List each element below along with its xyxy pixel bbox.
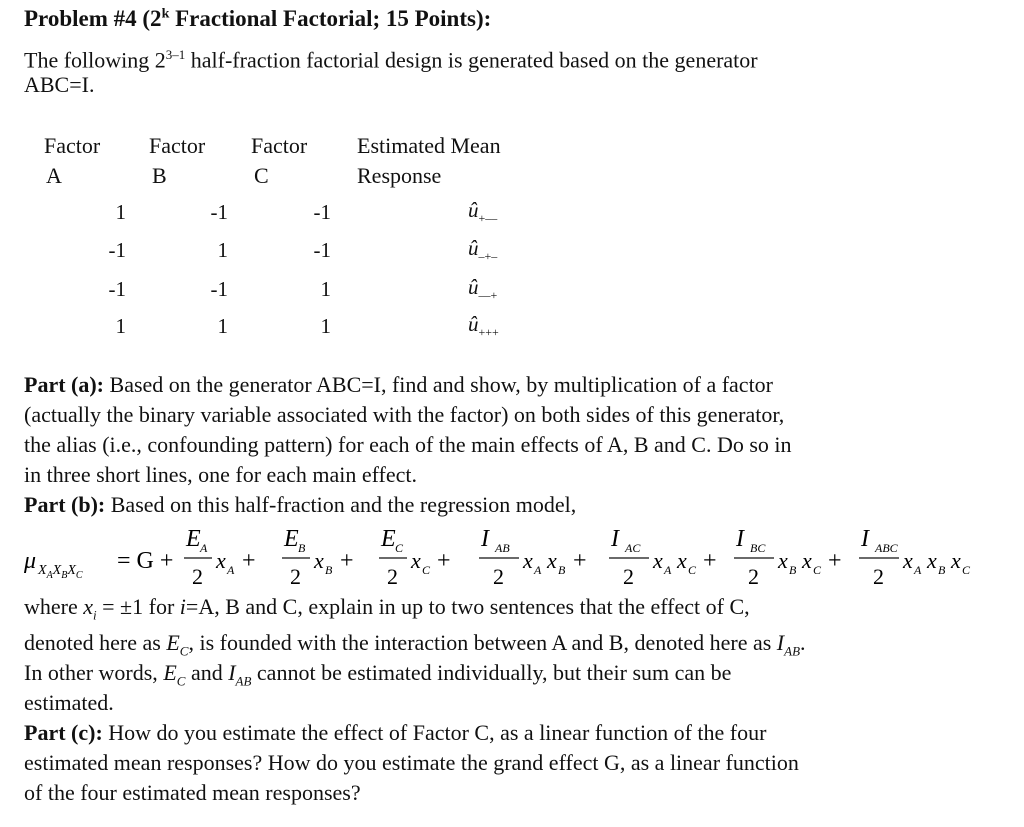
table-cell: 1 [320, 277, 331, 301]
mean-response-symbol: $û_{+++}$ [468, 312, 499, 340]
part-c-line-3: of the four estimated mean responses? [24, 780, 361, 805]
equation-variable: x [314, 548, 324, 573]
table-cell: 1 [115, 314, 126, 338]
equation-variable: x [802, 548, 812, 573]
equation-numerator-subscript: C [395, 541, 404, 555]
table-cell: -1 [313, 238, 331, 262]
table-cell: 1 [115, 200, 126, 224]
intro-line-1: The following 2$^{3-1}$ half-fraction factorial design is generated based on the generator [24, 47, 758, 73]
part-b-line-3: denoted here as $E_C$, is founded with the interaction between A and B, denoted here as $I_{AB}$. [24, 630, 806, 659]
header-factor-a: Factor A [44, 133, 101, 188]
mean-response-symbol: $û_{-+-}$ [468, 236, 498, 264]
header-factor-c: Factor C [251, 133, 308, 188]
equation-numerator-subscript: AC [625, 541, 641, 555]
equation-variable-subscript: A [664, 563, 672, 577]
part-c-line-1: Part (c): How do you estimate the effect of Factor C, as a linear function of the four [24, 720, 767, 745]
equation-variable-subscript: A [914, 563, 922, 577]
equation-variable-subscript: C [813, 563, 822, 577]
equation-variable-subscript: B [325, 563, 333, 577]
equation-variable: x [903, 548, 913, 573]
equation-denominator: 2 [748, 564, 759, 589]
equation-variable-subscript: C [422, 563, 431, 577]
table-cell: 1 [320, 314, 331, 338]
equation-variable-subscript: B [789, 563, 797, 577]
equation-denominator: 2 [192, 564, 203, 589]
part-a-line-4: in three short lines, one for each main effect. [24, 462, 417, 487]
equation-denominator: 2 [873, 564, 884, 589]
part-b-line-5: estimated. [24, 690, 114, 715]
equation-mu-subscript: $X_AX_BX_C$ [38, 563, 83, 581]
equation-plus: + [828, 548, 842, 574]
equation-variable: x [523, 548, 533, 573]
equation-numerator: E [284, 526, 299, 552]
equation-denominator: 2 [387, 564, 398, 589]
equation-numerator-subscript: B [298, 541, 306, 555]
equation-variable: x [653, 548, 663, 573]
table-cell: -1 [313, 200, 331, 224]
part-a-line-3: the alias (i.e., confounding pattern) for each of the main effects of A, B and C. Do so in [24, 432, 792, 457]
equation-variable: x [411, 548, 421, 573]
equation-plus: + [437, 548, 451, 574]
table-cell: -1 [108, 238, 126, 262]
table-cell: -1 [210, 200, 228, 224]
equation-numerator: E [381, 526, 396, 552]
regression-equation [24, 516, 1014, 596]
part-b-line-1: Part (b): Based on this half-fraction and the regression model, [24, 492, 577, 517]
header-factor-b: Factor B [149, 133, 206, 188]
equation-numerator-subscript: AB [495, 541, 510, 555]
equation-variable: x [216, 548, 226, 573]
equation-numerator-subscript: ABC [875, 541, 898, 555]
header-estimated-mean-response: Estimated Mean Response [357, 133, 501, 188]
equation-variable-subscript: A [227, 563, 235, 577]
part-a-line-1: Part (a): Based on the generator ABC=I, find and show, by multiplication of a factor [24, 372, 774, 397]
equation-plus: + [242, 548, 256, 574]
problem-title: Problem #4 (2$^k$ Fractional Factorial; 15 Points): [24, 6, 492, 31]
equation-variable: x [677, 548, 687, 573]
equation-eq-g: = G + [117, 548, 174, 574]
mean-response-symbol: $û_{+--}$ [468, 198, 498, 226]
table-cell: 1 [217, 314, 228, 338]
equation-numerator: I [861, 526, 869, 552]
table-cell: 1 [217, 238, 228, 262]
equation-denominator: 2 [623, 564, 634, 589]
equation-variable: x [951, 548, 961, 573]
equation-variable-subscript: B [558, 563, 566, 577]
equation-numerator: I [736, 526, 744, 552]
part-b-line-4: In other words, $E_C$ and $I_{AB}$ cannot be estimated individually, but their sum can be [24, 660, 732, 689]
equation-variable-subscript: B [938, 563, 946, 577]
equation-numerator: I [481, 526, 489, 552]
equation-variable-subscript: C [962, 563, 971, 577]
mean-response-symbol: $û_{--+}$ [468, 275, 498, 303]
equation-variable: x [927, 548, 937, 573]
equation-variable: x [778, 548, 788, 573]
equation-mu: μ [24, 548, 37, 574]
part-a-line-2: (actually the binary variable associated with the factor) on both sides of this generator, [24, 402, 785, 427]
equation-denominator: 2 [290, 564, 301, 589]
equation-plus: + [573, 548, 587, 574]
table-cell: -1 [108, 277, 126, 301]
equation-numerator-subscript: A [200, 541, 208, 555]
equation-variable: x [547, 548, 557, 573]
table-cell: -1 [210, 277, 228, 301]
equation-terms [184, 526, 971, 589]
equation-plus: + [703, 548, 717, 574]
intro-line-2: ABC=I. [24, 72, 95, 97]
part-c-line-2: estimated mean responses? How do you estimate the grand effect G, as a linear function [24, 750, 799, 775]
part-b-line-2: where $x_i = \pm 1$ for i=A, B and C, explain in up to two sentences that the effect of C, [24, 594, 750, 623]
equation-variable-subscript: C [688, 563, 697, 577]
equation-numerator: I [611, 526, 619, 552]
equation-numerator-subscript: BC [750, 541, 766, 555]
equation-variable-subscript: A [534, 563, 542, 577]
equation-denominator: 2 [493, 564, 504, 589]
equation-numerator: E [186, 526, 201, 552]
equation-plus: + [340, 548, 354, 574]
